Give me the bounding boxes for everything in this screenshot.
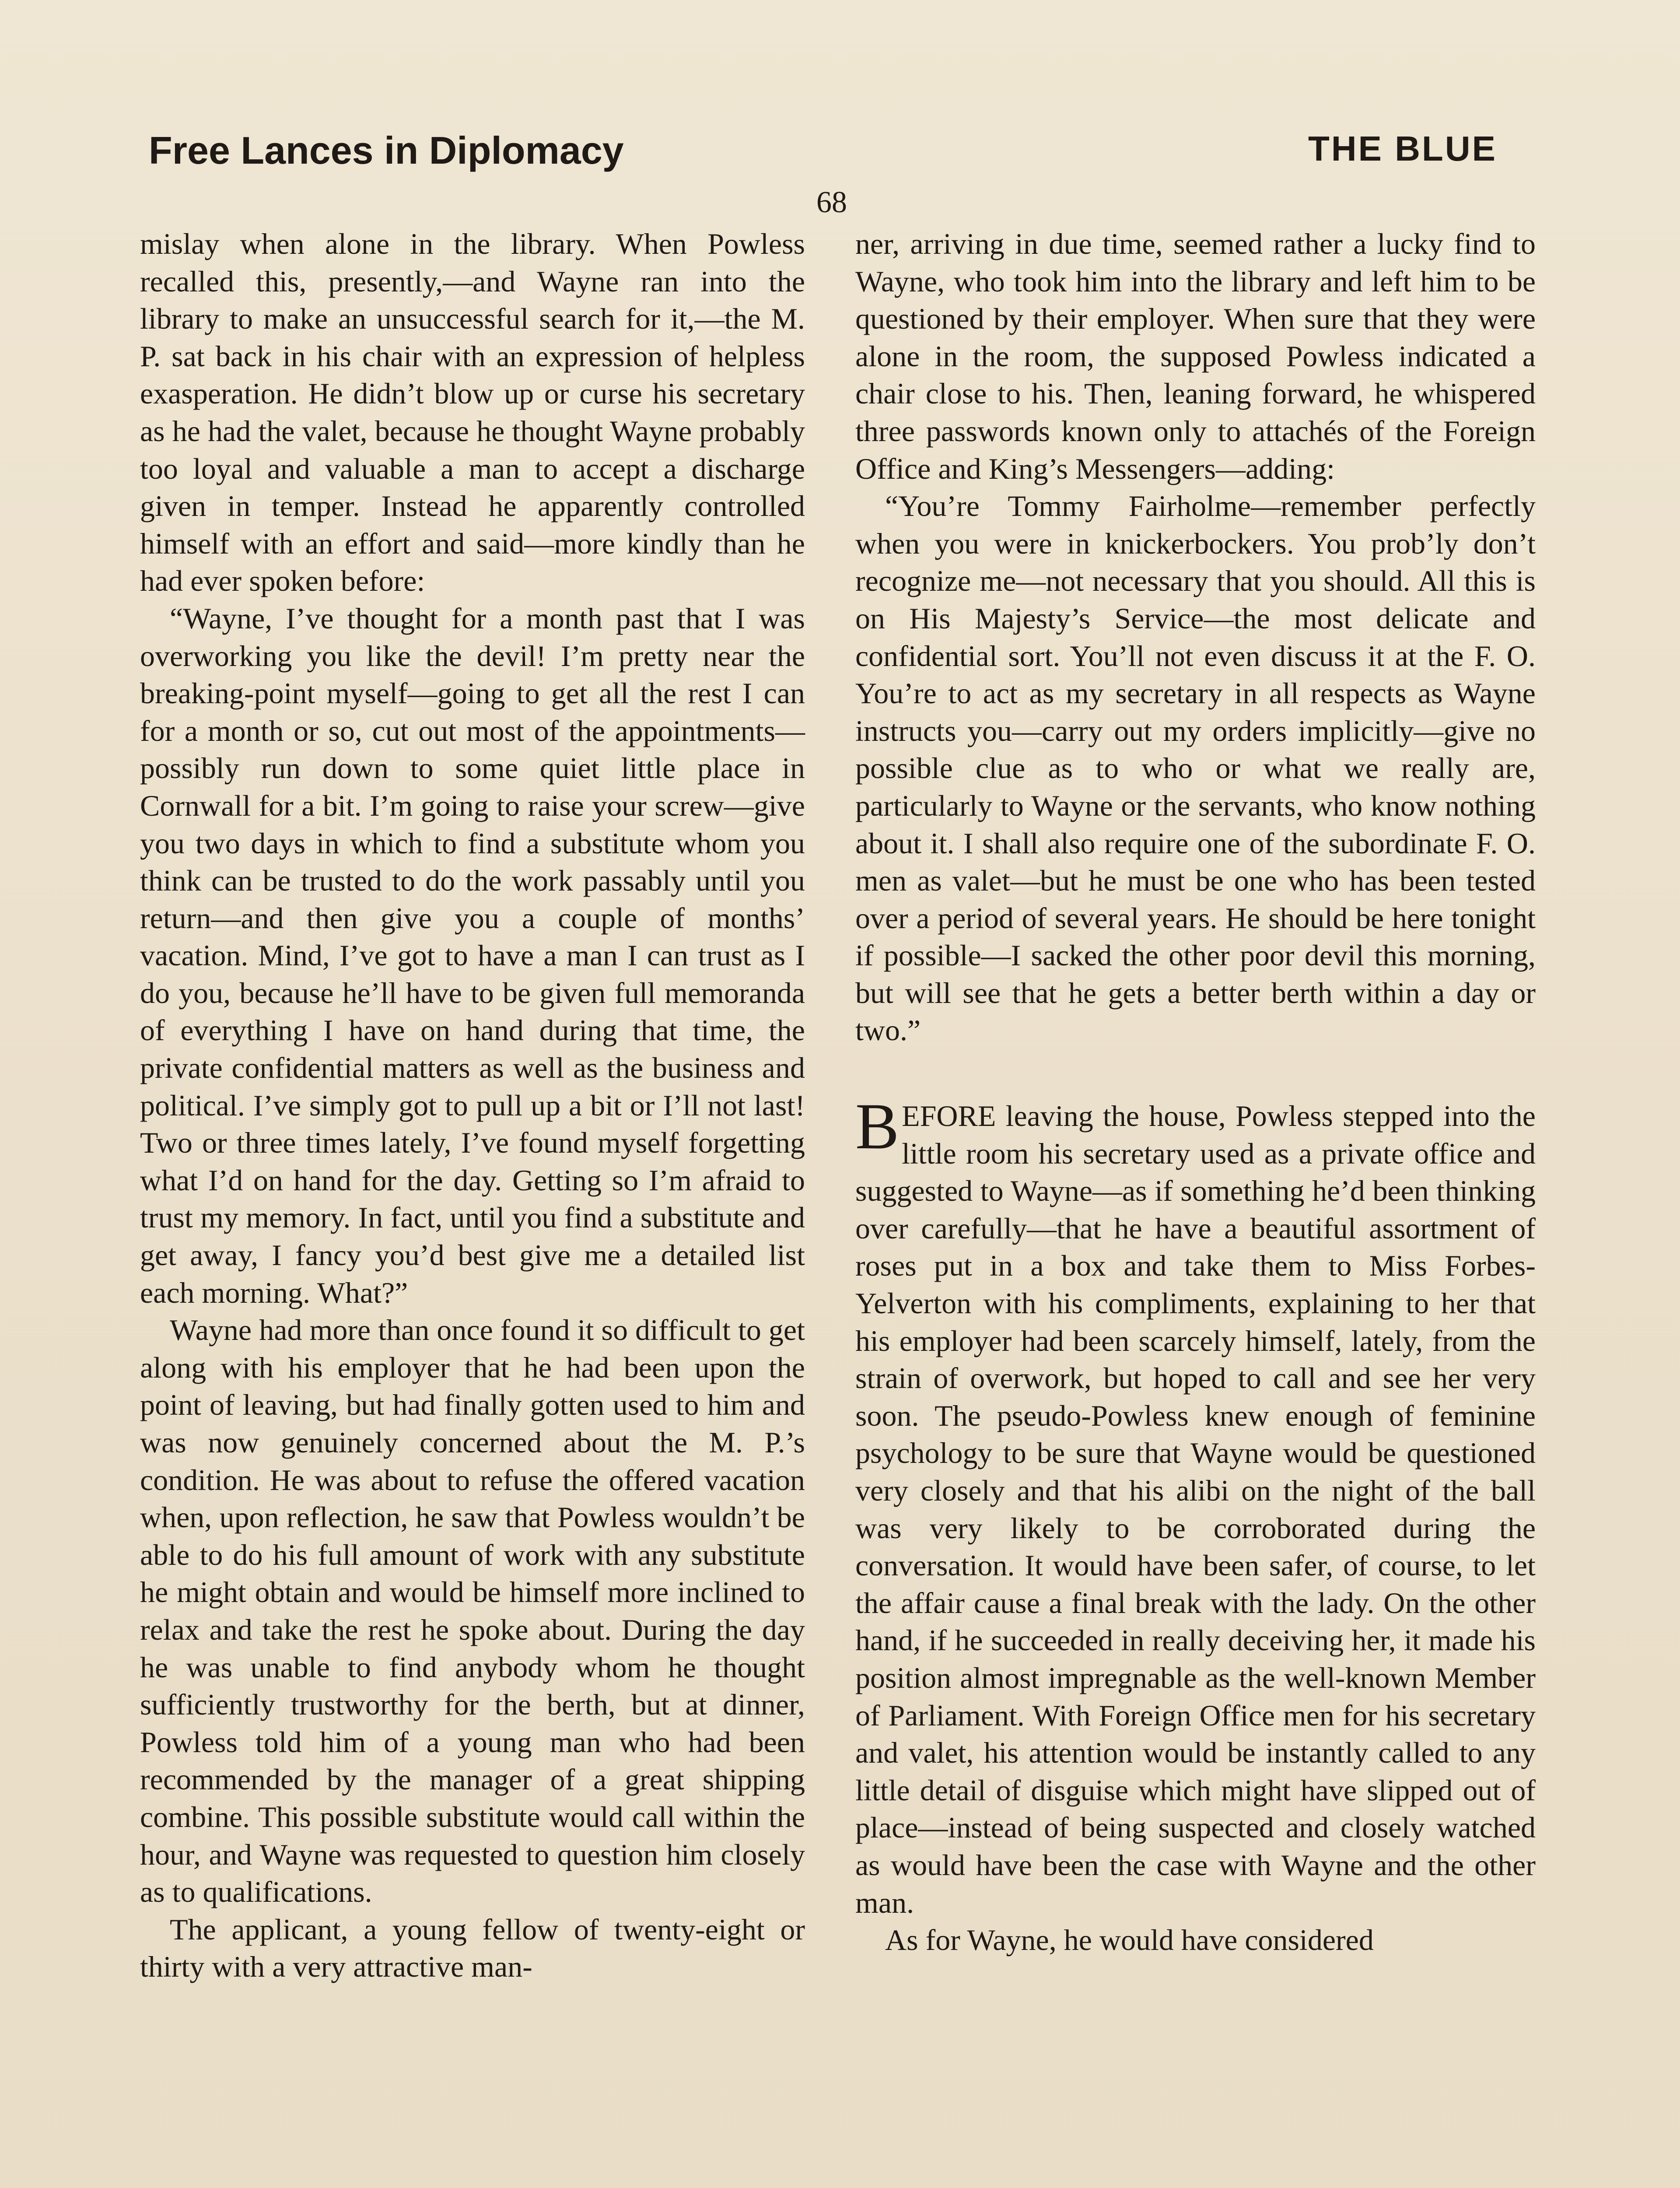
page-number: 68 xyxy=(816,186,847,219)
paragraph: “Wayne, I’ve thought for a month past that I was overworking you like the devil! I’m pretty near the breaking-point myself—going to get all the rest I can for a month or so, cut out most of the appointments—possibly run down to some quiet little place in Cornwall for a bit. I’m going to raise your screw—give you two days in which to find a substitute whom you think can be trusted to do the work passably until you return—and then give you a couple of months’ vacation. Mind, I’ve got to have a man I can trust as I do you, because he’ll have to be given full memoranda of everything I have on hand during that time, the private confidential matters as well as the business and political. I’ve simply got to pull up a bit or I’ll not last! Two or three times lately, I’ve found myself forgetting what I’d on hand for the day. Getting so I’m afraid to trust my memory. In fact, until you find a substitute and get away, I fancy you’d best give me a detailed list each morning. What?” xyxy=(140,601,805,1309)
paragraph: Wayne had more than once found it so difficult to get along with his employer that he had been upon the point of leaving, but had finally gotten used to him and was now genuinely concerned about the M. P.’s condition. He was about to refuse the offered vacation when, upon reflection, he saw that Powless wouldn’t be able to do his full amount of work with any substitute he might obtain and would be himself more inclined to relax and take the rest he spoke about. During the day he was unable to find anybody whom he thought sufficiently trustworthy for the berth, but at dinner, Powless told him of a young man who had been recommended by the manager of a great shipping combine. This possible substitute would call within the hour, and Wayne was requested to question him closely as to qualifications. xyxy=(140,1313,805,1909)
paragraph: mislay when alone in the library. When Powless recalled this, presently,—and Wayne ran into the library to make an unsuccessful search for it,—the M. P. sat back in his chair with an expression of helpless exasperation. He didn’t blow up or curse his secretary as he had the valet, because he thought Wayne probably too loyal and valuable a man to accept a discharge given in temper. Instead he apparently controlled himself with an effort and said—more kindly than he had ever spoken before: xyxy=(140,227,805,598)
paragraph: The applicant, a young fellow of twenty-eight or thirty with a very attractive man- xyxy=(140,1912,805,1984)
paragraph: “You’re Tommy Fairholme—remember perfectly when you were in knickerbockers. You prob’ly don’t recognize me—not necessary that you should. All this is on His Majesty’s Service—the most delicate and confidential sort. You’ll not even discuss it at the F. O. You’re to act as my secretary in all respects as Wayne instructs you—carry out my orders implicitly—give no possible clue as to who or what we really are, particularly to Wayne or the servants, who know nothing about it. I shall also require one of the subordinate F. O. men as valet—but he must be one who has been tested over a period of several years. He should be here tonight if possible—I sacked the other poor devil this morning, but will see that he gets a better berth within a day or two.” xyxy=(855,489,1536,1047)
paragraph: As for Wayne, he would have considered xyxy=(885,1923,1374,1957)
running-title: Free Lances in Diplomacy xyxy=(149,129,624,172)
magazine-name: THE BLUE xyxy=(1308,129,1497,168)
section-opening-paragraph: BEFORE leaving the house, Powless stepped into the little room his secretary used as a private office and suggested to Wayne—as if something he’d been thinking over carefully—that he have a beautiful assortment of roses put in a box and take them to Miss Forbes-Yelverton with his compliments, explaining to her that his employer had been scarcely himself, lately, from the strain of overwork, but hoped to call and see her very soon. The pseudo-Powless knew enough of feminine psychology to be sure that Wayne would be questioned very closely and that his alibi on the night of the ball was very likely to be corroborated during the conversation. It would have been safer, of course, to let the affair cause a final break with the lady. On the other hand, if he succeeded in really deceiving her, it made his position almost impregnable as the well-known Member of Parliament. With Foreign Office men for his secretary and valet, his attention would be instantly called to any little detail of disguise which might have slipped out of place—instead of being suspected and closely watched as would have been the case with Wayne and the other man. xyxy=(855,1090,1536,1919)
section-break xyxy=(855,1049,1536,1098)
right-text-column xyxy=(855,225,1536,1959)
left-text-column xyxy=(140,225,805,1986)
paragraph: ner, arriving in due time, seemed rather a lucky find to Wayne, who took him into the library and left him to be questioned by their employer. When sure that they were alone in the room, the supposed Powless indicated a chair close to his. Then, leaning forward, he whispered three passwords known only to attachés of the Foreign Office and King’s Messengers—adding: xyxy=(855,227,1536,485)
